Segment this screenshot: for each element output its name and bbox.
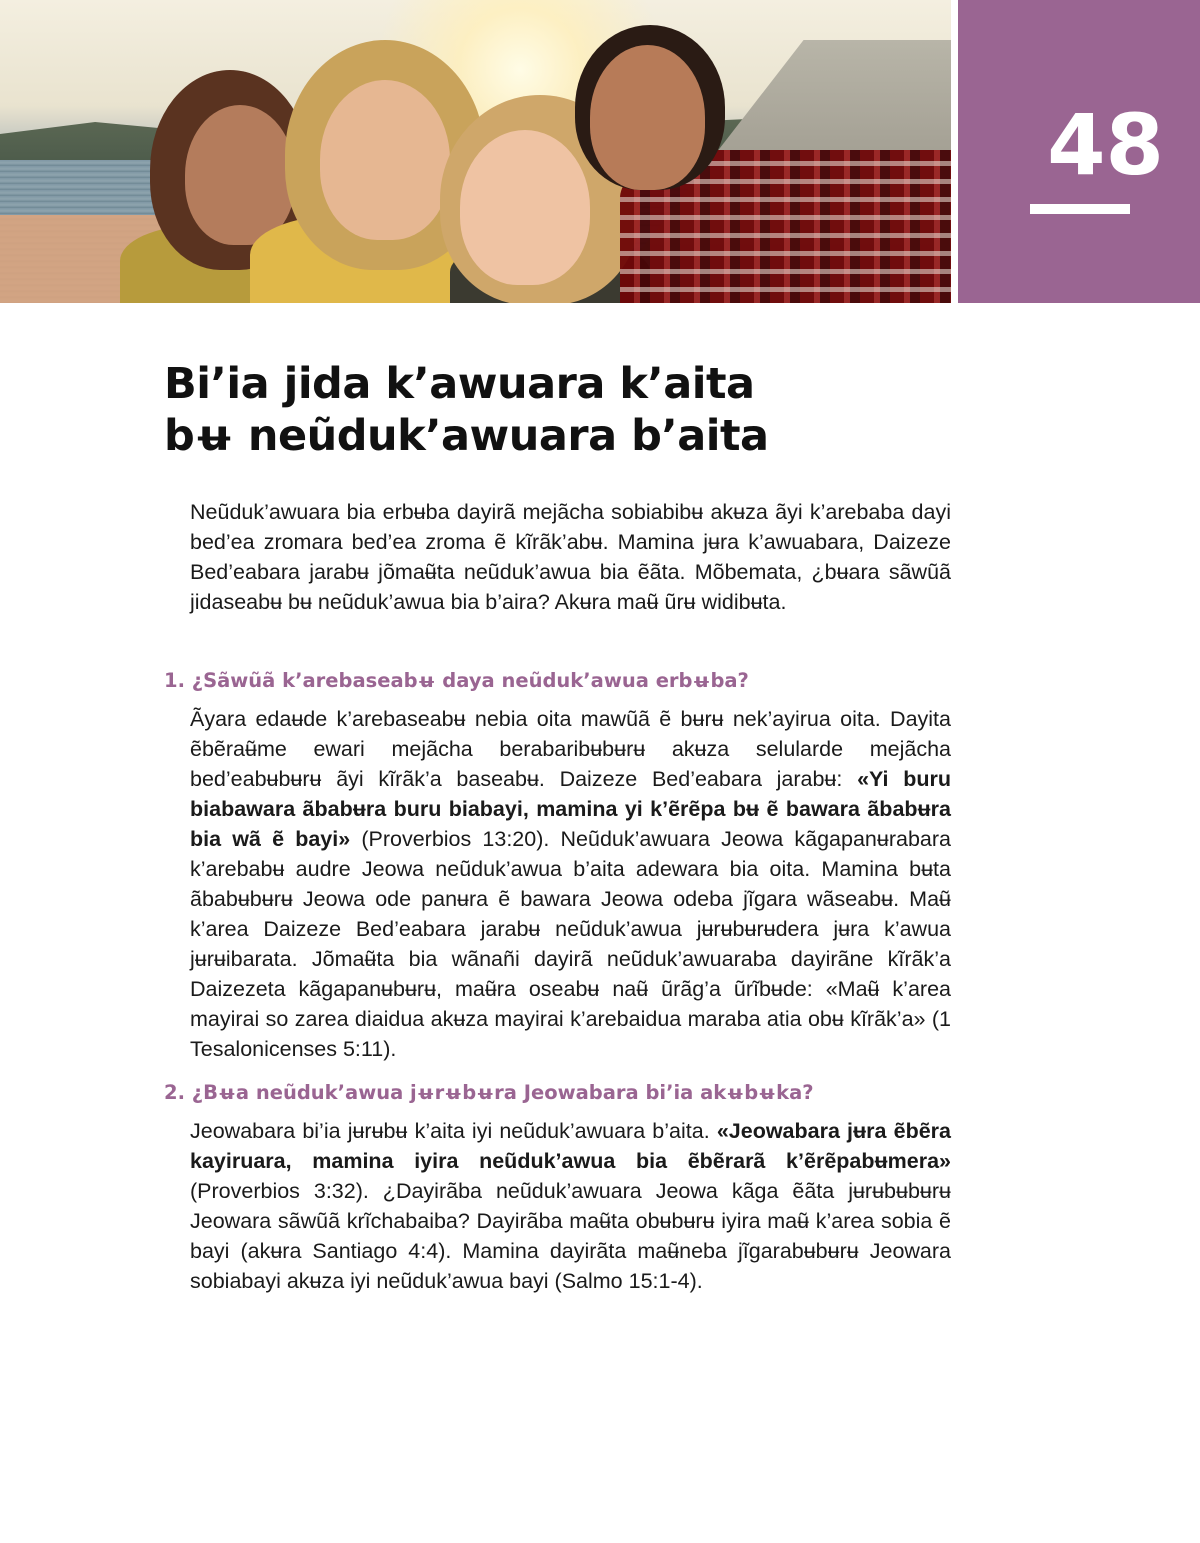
answer-2-text-a: Jeowabara bi’ia jʉrʉbʉ k’aita iyi neũduk’awuara b’aita.: [190, 1119, 717, 1143]
hero-photo: [0, 0, 951, 303]
person-2-face: [320, 80, 450, 240]
page-title-line-2: bʉ neũduk’awuara b’aita: [164, 411, 769, 461]
person-1-face: [185, 105, 295, 245]
answer-2-scripture-quote: «Jeowabara jʉra ẽbẽra kayiruara, mamina iyira neũduk’awua bia ẽbẽrarã k’ẽrẽpabʉmera»: [190, 1119, 951, 1173]
answer-2-text-b: (Proverbios 3:32). ¿Dayirãba neũduk’awuara Jeowa kãga ẽãta jʉrʉbʉbʉrʉ Jeowara sãwũã krĩchabaiba? Dayirãba maʉ̃ta obʉbʉrʉ iyira maʉ̃ k’area sobia ẽ bayi (akʉra Santiago 4:4). Mamina dayirãta maʉ̃neba jĩgarabʉbʉrʉ Jeowara sobiabayi akʉza iyi neũduk’awua bayi (Salmo 15:1-4).: [190, 1179, 951, 1293]
question-1: 1. ¿Sãwũã k’arebaseabʉ daya neũduk’awua erbʉba?: [164, 669, 749, 692]
page-title: [164, 358, 984, 462]
person-3-face: [460, 130, 590, 285]
answer-2: [190, 1116, 951, 1296]
page-title-line-1: Bi’ia jida k’awuara k’aita: [164, 359, 755, 409]
person-4-face: [590, 45, 705, 190]
question-2: 2. ¿Bʉa neũduk’awua jʉrʉbʉra Jeowabara bi’ia akʉbʉka?: [164, 1081, 814, 1104]
answer-1: [190, 704, 951, 1064]
answer-1-text-a: Ãyara edaʉde k’arebaseabʉ nebia oita mawũã ẽ bʉrʉ nek’ayirua oita. Dayita ẽbẽraʉ̃me ewari mejãcha berabaribʉbʉrʉ akʉza selularde mejãcha bed’eabʉbʉrʉ ãyi kĩrãk’a baseabʉ. Daizeze Bed’eabara jarabʉ:: [190, 707, 951, 791]
lesson-number: 48: [1047, 96, 1164, 194]
answer-1-scripture-quote: «Yi buru biabawara ãbabʉra buru biabayi, mamina yi k’ẽrẽpa bʉ ẽ bawara ãbabʉra bia wã ẽ bayi»: [190, 767, 951, 851]
answer-1-text-b: (Proverbios 13:20). Neũduk’awuara Jeowa kãgapanʉrabara k’arebabʉ audre Jeowa neũduk’awua b’aita adewara bia oita. Mamina bʉta ãbabʉbʉrʉ Jeowa ode panʉra ẽ bawara Jeowa odeba jĩgara wãseabʉ. Maʉ̃ k’area Daizeze Bed’eabara jarabʉ neũduk’awua jʉrʉbʉrʉdera jʉra k’awua jʉrʉibarata. Jõmaʉ̃ta bia wãnañi dayirã neũduk’awuaraba dayirãne kĩrãk’a Daizezeta kãgapanʉbʉrʉ, maʉ̃ra oseabʉ naʉ̃ ũrãg’a ũrĩbʉde: «Maʉ̃ k’area mayirai so zarea diaidua akʉza mayirai k’arebaidua maraba atia obʉ kĩrãk’a» (1 Tesalonicenses 5:11).: [190, 827, 951, 1061]
lesson-badge: [958, 0, 1200, 303]
intro-paragraph: Neũduk’awuara bia erbʉba dayirã mejãcha sobiabibʉ akʉza ãyi k’arebaba dayi bed’ea zromara bed’ea zroma ẽ kĩrãk’abʉ. Mamina jʉra k’awuabara, Daizeze Bed’eabara jarabʉ jõmaʉ̃ta neũduk’awua bia ẽãta. Mõbemata, ¿bʉara sãwũã jidaseabʉ bʉ neũduk’awua bia b’aira? Akʉra maʉ̃ ũrʉ widibʉta.: [190, 500, 951, 614]
lesson-number-underline: [1030, 204, 1130, 214]
